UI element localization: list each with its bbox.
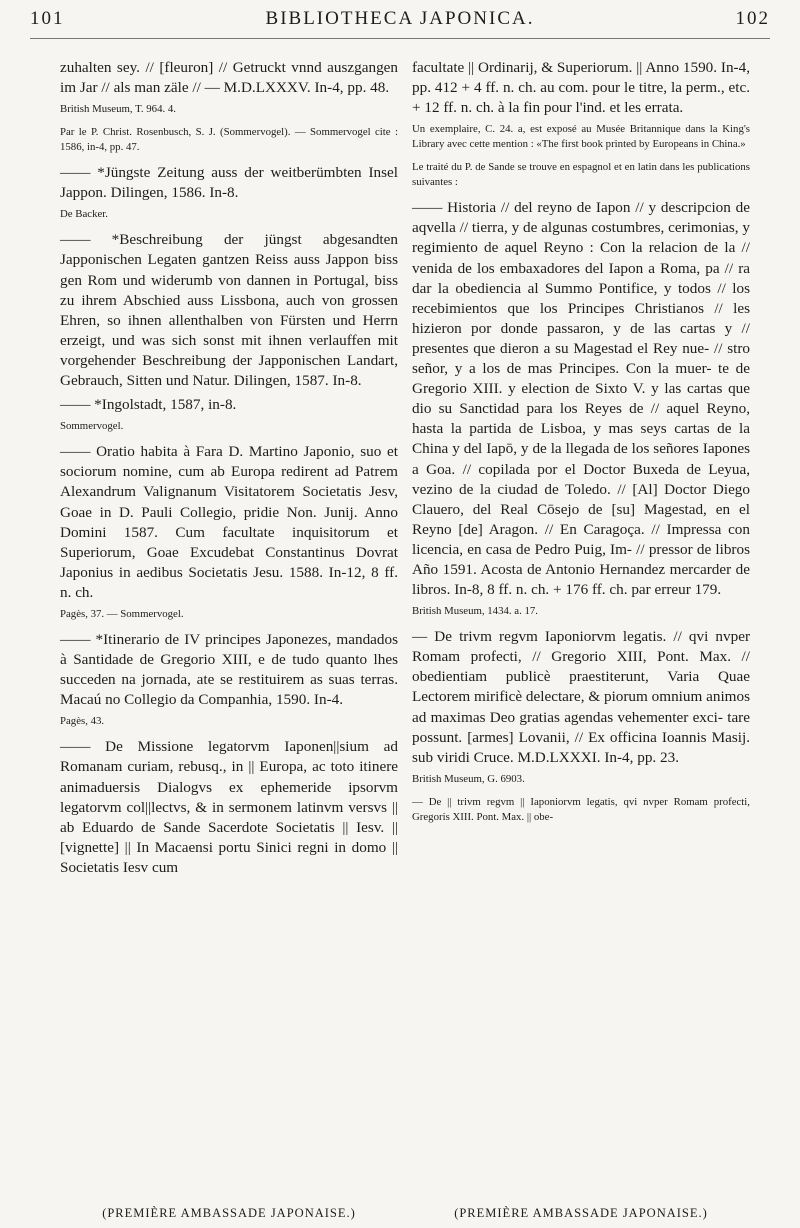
bibliographic-note: Pagès, 43. [60,715,105,728]
bibliographic-entry: —— Oratio habita à Fara D. Martino Japonio, suo et sociorum nomine, cum ab Europa redirent ad Patrem Alexandrum Valignanum Visitatorem Societatis Jesv, Goae in D. Pauli Collegio, pridie Non. Junij. Anno Domini 1587. Cum facultate inquisitorum et Superiorum, Goae Excudebat Constantinus Dovrat Japonius in aedibus Societatis Jesu. 1588. In-12, 8 ff. n. ch. [60,443,398,601]
bibliographic-note: Sommervogel. [60,420,124,433]
bibliographic-note: — De || trivm regvm || Iaponiorvm legatis, qvi nvper Romam profecti, Gregoris XIII. Pont. Max. || obe- [412,795,750,823]
bibliographic-note: Pagès, 37. — Sommervogel. [60,607,184,620]
bibliographic-entry: zuhalten sey. // [fleuron] // Getruckt vnnd auszgangen im Jar // als man zäle // — M.D.LXXXV. In-4, pp. 48. [60,59,398,97]
bibliographic-note: British Museum, G. 6903. [412,772,525,785]
bibliographic-entry: —— *Jüngste Zeitung auss der weitberümbten Insel Jappon. Dilingen, 1586. In-8. [60,164,398,202]
bibliographic-note: Le traité du P. de Sande se trouve en espagnol et en latin dans les publications suivantes : [412,161,750,189]
bibliographic-entry: —— *Itinerario de IV principes Japonezes, mandados à Santidade de Gregorio XIII, e de tudo quanto lhes succeden na jornada, ate se restituirem as suas terras. Macaú no Collegio da Companhia, 1590. In-4. [60,630,398,709]
bibliographic-entry: — De trivm regvm Iaponiorvm legatis. // qvi nvper Romam profecti, // Gregorio XIII, Pont. Max. // obedientiam publicè praestiterunt, Varia Quae Lectorem mirificè delectare, & piorum omnium animos ad maximas Deo gratias agendas vehementer exci- tare possunt. [armes] Lovanii, // Ex officina Ioannis Masij. sub viridi Cruce. M.D.LXXXI. In-4, pp. 23. [412,628,750,766]
bibliographic-entry: —— *Ingolstadt, 1587, in-8. [60,396,237,414]
bibliographic-entry: —— *Beschreibung der jüngst abgesandten Japponischen Legaten gantzen Reiss auss Jappon biss gen Rom und widerumb von dannen in Portugal, biss zu ihrem Abschied auss Lissbona, auch von grossen Ehren, so ihnen allenthalben von Fürsten und Herrn erzeigt, und was sich sonst mit ihnen verlauffen mit vorgehender Beschreibung der Japponischen Landart, Gebrauch, Sitten und Natur. Dilingen, 1587. In-8. [60,231,398,390]
bibliographic-note: British Museum, 1434. a. 17. [412,605,538,618]
running-header [30,8,770,38]
bibliographic-note: De Backer. [60,208,108,221]
bibliographic-entry: facultate || Ordinarij, & Superiorum. || Anno 1590. In-4, pp. 412 + 4 ff. n. ch. au com. pour le titre, la perm., etc. + 12 ff. n. ch. à la fin pour l'ind. et les errata. [412,59,750,117]
footer-right: (PREMIÈRE AMBASSADE JAPONAISE.) [454,1206,708,1220]
page-number-left: 101 [30,8,65,29]
bibliographic-entry: —— Historia // del reyno de Iapon // y descripcion de aqvella // tierra, y de algunas costumbres, cerimonias, y regimiento de aquel Reyno : Con la relacion de la // venida de los embaxadores del Iapon a Roma, pa // ra dar la obediencia al Summo Pontifice, y todos // los recebimientos que los Principes Christianos // les hizieron por donde passaron, y de las cartas y // presentes que dieron a su Magestad el Rey nue- // stro señor, y a los de mas Principes. Con la muer- te de Gregorio XIII. y election de Sixto V. y las cartas que dio su Sanctidad para los Reyes de // aquel Reyno, hasta la partida de Lisboa, y mas seys cartas de la China y del Iapō, y de la llegada de los señores Iapones a Goa. // copilada por el Doctor Buxeda de Leyua, vezino de la ciudad de Toledo. // [Al] Doctor Diego Clauero, del Real Cōsejo de [su] Magestad, en el Reyno [de] Aragon. // En Caragoça. // Impressa con licencia, en casa de Pedro Puig, Im- // pressor de libros Año 1591. Acosta de Antonio Hernandez mercarder de libros. In-8, 8 ff. n. ch. + 176 ff. ch. par erreur 179. [412,199,750,599]
bibliographic-note: British Museum, T. 964. 4. [60,103,176,116]
left-column [60,58,398,882]
running-title: BIBLIOTHECA JAPONICA. [265,8,535,29]
page-number-right: 102 [735,8,770,29]
bibliographic-note: Un exemplaire, C. 24. a, est exposé au Musée Britannique dans la King's Library avec cette mention : «The first book printed by Europeans in China.» [412,123,750,151]
right-column [412,58,750,833]
footer-left: (PREMIÈRE AMBASSADE JAPONAISE.) [102,1206,356,1220]
bibliographic-entry: —— De Missione legatorvm Iaponen||sium ad Romanam curiam, rebusq., in || Europa, ac toto itinere animaduersis Dialogvs ex ephemeride ipsorvm legatorvm col||lectvs, & in sermonem latinvm versvs || ab Eduardo de Sande Sacerdote Societatis || Iesv. || [vignette] || In Macaensi portu Sinici regni in domo || Societatis Iesv cum [60,738,398,876]
bibliographic-note: Par le P. Christ. Rosenbusch, S. J. (Sommervogel). — Sommervogel cite : 1586, in-4, pp. 47. [60,126,398,154]
header-rule [30,38,770,39]
